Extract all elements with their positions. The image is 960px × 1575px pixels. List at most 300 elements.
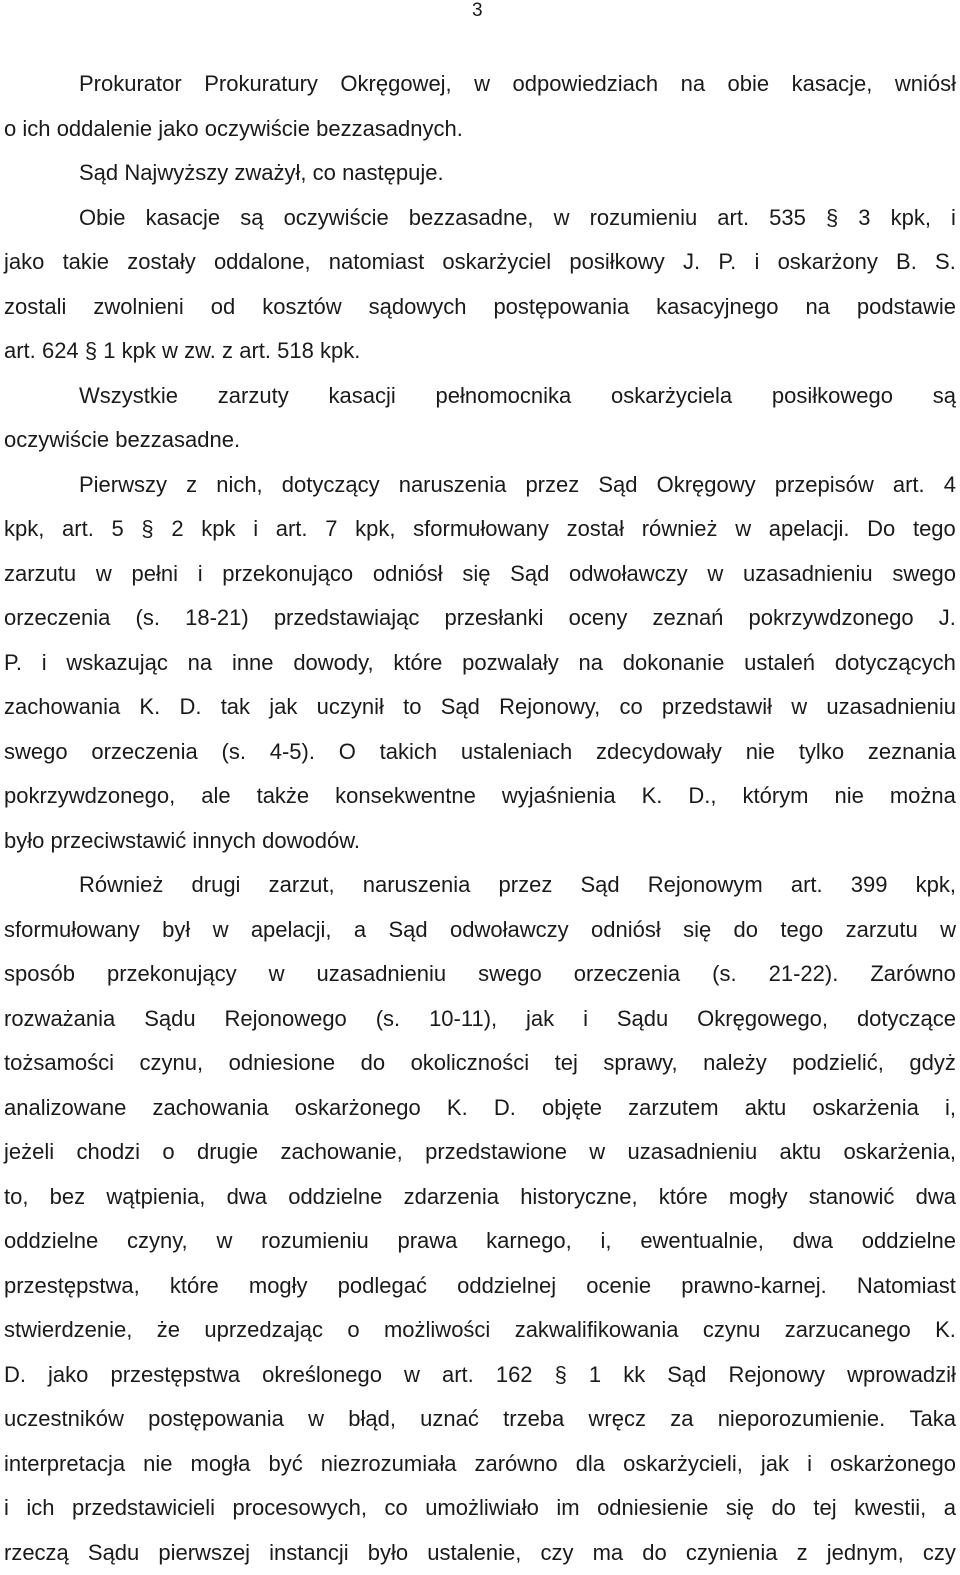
word: 18-21) [185,596,249,641]
word: Rejonowym [648,863,763,908]
word: zachowanie, [280,1130,402,1175]
word: 3 [858,196,870,241]
text-line [4,1442,956,1487]
word: zw. [184,329,216,374]
word: kpk, [891,196,931,241]
word: kpk. [320,329,360,374]
word: swego [892,552,956,597]
word: odniesione [229,1041,335,1086]
word: należy [703,1041,767,1086]
word: dotyczące [857,997,956,1042]
word: art. [442,1353,474,1398]
word: to [403,685,421,730]
word: dotyczących [835,641,956,686]
word: kasacji [328,374,395,419]
text-line [4,507,956,552]
text-line [4,863,956,908]
text-line [4,685,956,730]
text-line [4,329,956,374]
word: posiłkowy [569,240,664,285]
word: jak [761,1442,789,1487]
word: w [735,507,751,552]
word: 21-22). [769,952,839,997]
word: trzeba [503,1397,564,1442]
word: sprawy, [603,1041,677,1086]
word: swego [4,730,68,775]
word: 399 [851,863,888,908]
text-line [4,1353,956,1398]
word: uzasadnieniu [826,685,956,730]
word: określonego [262,1353,382,1398]
word: zachowania [152,1086,268,1131]
word: w [96,552,112,597]
word: oczywiście [205,107,310,152]
word: wręcz [589,1397,646,1442]
word: okoliczności [411,1041,530,1086]
word: i [4,1486,9,1531]
text-line [4,196,956,241]
word: tożsamości [4,1041,114,1086]
word: bez [50,1175,85,1220]
word: zwolnieni [93,285,184,330]
word: Rejonowy, [499,685,600,730]
word: oddzielne [862,1219,956,1264]
word: został [567,507,624,552]
word: nich, [216,463,262,508]
word: także [257,774,310,819]
word: wątpienia, [106,1175,205,1220]
word: 5 [112,507,124,552]
word: następuje. [342,151,444,196]
word: tej [555,1041,578,1086]
word: tylko [799,730,844,775]
word: Do [867,507,895,552]
word: o [347,1308,359,1353]
text-line [4,1397,956,1442]
word: odpowiedziach [513,62,659,107]
word: na [579,641,603,686]
word: stanowić [809,1175,895,1220]
word: w [707,552,723,597]
word: był [162,908,190,953]
word: uzasadnieniu [628,1130,758,1175]
word: uznać [420,1397,479,1442]
word: czyny, [127,1219,188,1264]
word: pełnomocnika [436,374,572,419]
word: czy [540,1531,573,1575]
word: Sąd [667,1353,706,1398]
word: Najwyższy [124,151,228,196]
word: pokrzywdzonego, [4,774,175,819]
word: sądowych [369,285,467,330]
word: J. [939,596,956,641]
word: przedstawił [662,685,772,730]
word: sposób [4,952,75,997]
word: było [4,819,44,864]
word: zeznania [868,730,956,775]
word: tej [813,1486,836,1531]
word: D. [179,685,201,730]
text-line [4,1219,956,1264]
word: w [216,1219,232,1264]
word: 2 [171,507,183,552]
word: pozwalały [462,641,559,686]
word: dowodów. [262,819,360,864]
word: procesowych, [232,1486,367,1531]
word: przestępstwa [110,1353,240,1398]
word: wyjaśnienia [502,774,616,819]
word: oskarżony [778,240,878,285]
word: kpk, [916,863,956,908]
word: 624 [42,329,79,374]
word: zdecydowały [596,730,722,775]
word: że [157,1308,180,1353]
word: rzeczą [4,1531,69,1575]
word: mogła [191,1442,251,1487]
word: S. [935,240,956,285]
word: jako [4,240,44,285]
word: kwestii, [854,1486,926,1531]
word: kpk [122,329,156,374]
word: D. [494,1086,516,1131]
word: które [170,1264,219,1309]
word: Sąd [441,685,480,730]
word: Obie [79,196,125,241]
word: (s. [712,952,736,997]
word: postępowania [148,1397,284,1442]
word: które [659,1175,708,1220]
text-line [4,1308,956,1353]
word: oskarżyciel [442,240,551,285]
word: ich [22,107,50,152]
word: w [308,1397,324,1442]
word: posiłkowego [772,374,893,419]
word: jeżeli [4,1130,54,1175]
word: jak [269,685,297,730]
word: było [368,1531,408,1575]
word: w [404,1353,420,1398]
word: takich [380,730,437,775]
word: sformułowany [413,507,549,552]
word: konsekwentne [335,774,476,819]
word: uzasadnieniu [743,552,873,597]
word: Sąd [79,151,118,196]
text-line [4,151,956,196]
word: chodzi [76,1130,140,1175]
word: historyczne, [520,1175,637,1220]
word: jako [48,1353,88,1398]
word: Zarówno [870,952,956,997]
word: oskarżonego [830,1442,956,1487]
word: można [890,774,956,819]
word: zostali [4,285,66,330]
word: dotyczący [282,463,380,508]
word: się [726,1486,754,1531]
text-line [4,1264,956,1309]
word: ustalenie, [427,1531,521,1575]
word: przez [499,863,553,908]
text-line [4,62,956,107]
word: zarzuty [218,374,289,419]
text-line [4,908,956,953]
word: K. [935,1308,956,1353]
word: instancji [269,1531,348,1575]
word: Prokurator [79,62,182,107]
word: w [940,908,956,953]
word: kk [623,1353,645,1398]
word: ich [26,1486,54,1531]
word: prawa [397,1219,457,1264]
word: zeznań [652,596,723,641]
word: do [771,1486,795,1531]
word: przedstawicieli [72,1486,215,1531]
word: wprowadził [847,1353,956,1398]
word: art. [276,507,308,552]
word: bezzasadnych. [316,107,463,152]
word: kpk [201,507,235,552]
word: oddzielne [4,1219,98,1264]
word: zarzutu [4,552,76,597]
word: dla [576,1442,605,1487]
word: naruszenia [399,463,507,508]
word: oczywiście [4,418,109,463]
word: w [474,62,490,107]
word: mogły [249,1264,308,1309]
word: dowody, [293,641,373,686]
word: stwierdzenie, [4,1308,132,1353]
word: jednym, [827,1531,904,1575]
word: przedstawiając [274,596,420,641]
word: zarzucanego [785,1308,911,1353]
word: i [583,997,588,1042]
word: 518 [277,329,314,374]
text-line [4,730,956,775]
word: 162 [496,1353,533,1398]
word: bezzasadne. [115,418,240,463]
word: i [198,552,203,597]
word: 1 [589,1353,601,1398]
word: i [807,1442,812,1487]
word: K. [139,685,160,730]
text-line [4,418,956,463]
word: Natomiast [857,1264,956,1309]
word: nie [746,730,775,775]
word: oskarżyciela [611,374,732,419]
word: D. [4,1353,26,1398]
word: aktu [780,1130,822,1175]
word: 10-11), [429,997,497,1042]
text-line [4,819,956,864]
text-line [4,374,956,419]
word: 1 [103,329,115,374]
word: orzeczenia [4,596,110,641]
text-line [4,1531,956,1575]
word: orzeczenia [91,730,197,775]
word: postępowania [493,285,629,330]
word: K. [447,1086,468,1131]
word: ustaleń [744,641,815,686]
word: się [683,908,711,953]
word: naruszenia [363,863,471,908]
word: ewentualnie, [640,1219,764,1264]
word: przeciwstawić [51,819,187,864]
word: zarzut, [269,863,335,908]
word: są [933,374,956,419]
word: możliwości [384,1308,490,1353]
word: J. [683,240,700,285]
document-body [4,62,956,1575]
word: Okręgowej, [340,62,451,107]
word: co [384,1486,407,1531]
word: i [754,240,759,285]
word: rozważania [4,997,115,1042]
word: inne [232,641,274,686]
word: którym [742,774,808,819]
word: odwoławczy [569,552,688,597]
word: § [85,329,97,374]
word: oddalone, [214,240,311,285]
word: nie [834,774,863,819]
page-number: 3 [472,0,483,22]
word: co [313,151,336,196]
word: ocenie [586,1264,651,1309]
word: przesłanki [444,596,543,641]
word: pełni [131,552,177,597]
word: gdyż [909,1041,955,1086]
word: czy [923,1531,956,1575]
word: na [681,62,705,107]
word: czynienia [686,1531,778,1575]
word: art. [62,507,94,552]
text-line [4,107,956,152]
word: art. [791,863,823,908]
word: swego [478,952,542,997]
word: od [211,285,235,330]
word: i, [945,1086,956,1131]
text-line [4,952,956,997]
word: się [462,552,490,597]
word: rozumieniu [590,196,698,241]
text-line [4,552,956,597]
word: Rejonowego [224,997,346,1042]
word: uzasadnieniu [316,952,446,997]
text-line [4,1486,956,1531]
word: podstawie [857,285,956,330]
word: Rejonowy [728,1353,825,1398]
text-line [4,997,956,1042]
word: zdarzenia [404,1175,499,1220]
word: oddalenie [57,107,152,152]
word: podzielić, [792,1041,884,1086]
word: co [619,685,642,730]
word: odniósł [373,552,443,597]
word: O [339,730,356,775]
word: (s. [376,997,400,1042]
word: kpk, [4,507,44,552]
word: B. [896,240,917,285]
word: D., [688,774,716,819]
word: karnego, [486,1219,572,1264]
word: które [393,641,442,686]
word: P. [4,641,22,686]
text-line [4,285,956,330]
word: art. [717,196,749,241]
word: przekonująco [222,552,353,597]
word: Sądu [617,997,668,1042]
word: podlegać [338,1264,427,1309]
word: odniósł [591,908,661,953]
text-line [4,596,956,641]
word: oskarżonego [295,1086,421,1131]
word: w [554,196,570,241]
word: bezzasadne, [409,196,534,241]
word: zarówno [475,1442,558,1487]
word: natomiast [329,240,424,285]
word: analizowane [4,1086,126,1131]
word: art. [893,463,925,508]
word: dwa [227,1175,267,1220]
word: kasacyjnego [656,285,778,330]
word: aktu [745,1086,787,1131]
word: § [826,196,838,241]
word: niezrozumiała [321,1442,457,1487]
word: sformułowany [4,908,140,953]
word: apelacji, [251,908,332,953]
word: o [4,107,16,152]
word: zarzutem [628,1086,718,1131]
word: uprzedzając [204,1308,323,1353]
word: Wszystkie [79,374,178,419]
word: pokrzywdzonego [749,596,914,641]
word: na [188,641,212,686]
word: w [269,952,285,997]
word: o [162,1130,174,1175]
word: kpk, [355,507,395,552]
word: przedstawione [425,1130,567,1175]
word: Sąd [580,863,619,908]
word: nie [143,1442,172,1487]
word: z [222,329,233,374]
word: być [268,1442,302,1487]
word: czynu, [140,1041,204,1086]
word: Pierwszy [79,463,167,508]
word: w [589,1130,605,1175]
word: czynu [703,1308,760,1353]
word: oczywiście [284,196,389,241]
word: do [642,1531,666,1575]
word: interpretacja [4,1442,125,1487]
word: innych [192,819,256,864]
word: Sądu [88,1531,139,1575]
word: i [951,196,956,241]
word: kasacje [146,196,221,241]
word: art. [4,329,36,374]
word: przekonujący [107,952,237,997]
word: Również [79,863,163,908]
text-line [4,240,956,285]
word: apelacji. [769,507,850,552]
word: oddzielne [288,1175,382,1220]
word: 4-5). [270,730,315,775]
word: ale [201,774,230,819]
word: zostały [127,240,195,285]
word: P. [718,240,736,285]
word: w [162,329,178,374]
word: tego [913,507,956,552]
word: art. [239,329,271,374]
word: § [141,507,153,552]
word: są [240,196,263,241]
